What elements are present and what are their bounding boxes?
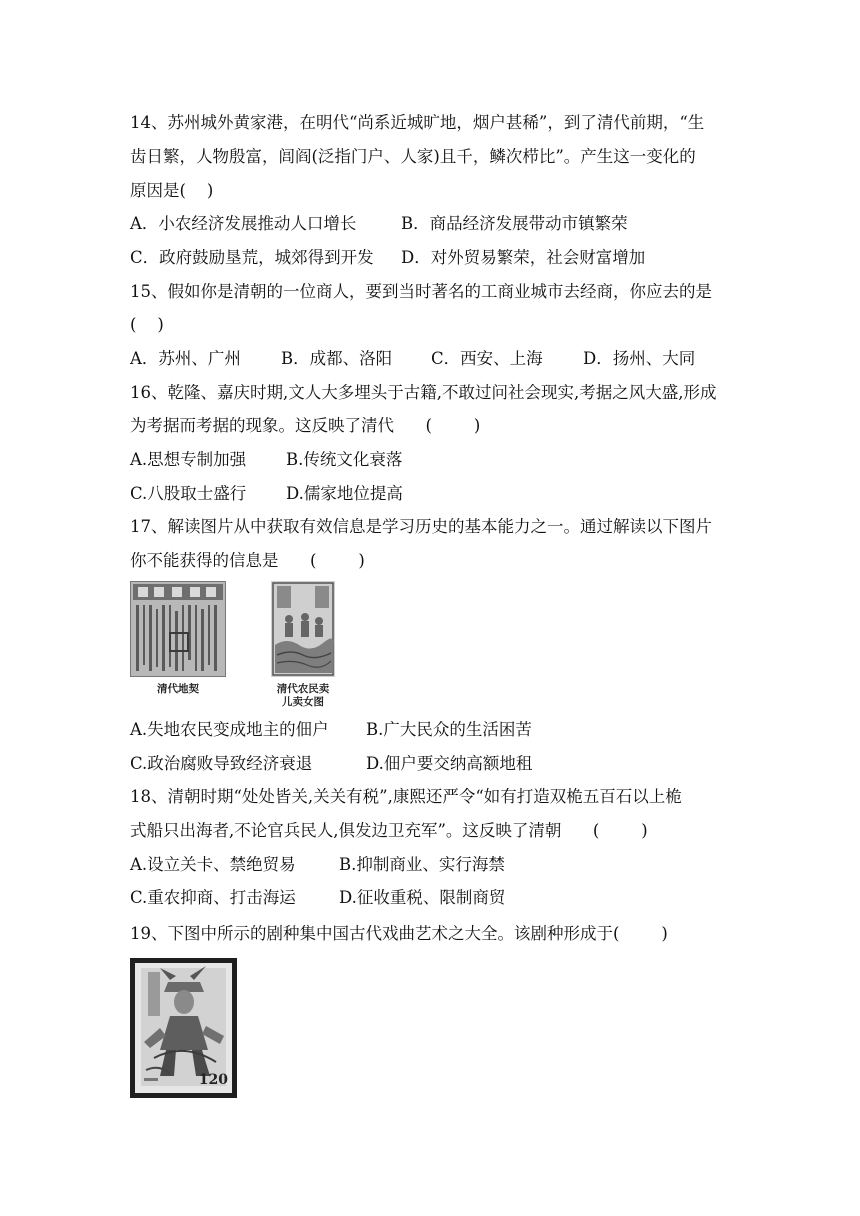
q15-option-a: A．苏州、广州	[130, 349, 241, 368]
q14-option-a: A．小农经济发展推动人口增长	[130, 214, 357, 233]
q16-option-a: A.思想专制加强	[130, 450, 247, 469]
q15-option-d: D．扬州、大同	[583, 349, 696, 368]
peking-opera-stamp-image	[130, 958, 237, 1098]
q15-option-b: B．成都、洛阳	[281, 349, 393, 368]
q16-stem-line2: 为考据而考据的现象。这反映了清代 ( )	[130, 416, 481, 435]
q17-stem-line2: 你不能获得的信息是 ( )	[130, 551, 365, 570]
q14-option-b: B．商品经济发展带动市镇繁荣	[401, 214, 628, 233]
q16-option-d: D.儒家地位提高	[286, 484, 403, 503]
qing-land-deed-caption: 清代地契	[157, 683, 199, 695]
q17-option-b: B.广大民众的生活困苦	[366, 720, 532, 739]
qing-peasants-selling-children-caption-line2: 儿卖女图	[282, 696, 324, 708]
q14-option-d: D．对外贸易繁荣，社会财富增加	[401, 248, 646, 267]
q16-option-b: B.传统文化衰落	[286, 450, 403, 469]
q18-stem-line2: 式船只出海者,不论官兵民人,俱发边卫充军”。这反映了清朝 ( )	[130, 821, 648, 840]
q19-stem-line1: 19、下图中所示的剧种集中国古代戏曲艺术之大全。该剧种形成于( )	[130, 924, 668, 943]
q18-stem-line1: 18、清朝时期“处处皆关,关关有税”,康熙还严令“如有打造双桅五百石以上桅	[130, 787, 682, 806]
q18-option-a: A.设立关卡、禁绝贸易	[130, 855, 296, 874]
q16-option-c: C.八股取士盛行	[130, 484, 247, 503]
q17-option-d: D.佃户要交纳高额地租	[366, 754, 533, 773]
q17-option-c: C.政治腐败导致经济衰退	[130, 754, 313, 773]
q17-option-a: A.失地农民变成地主的佃户	[130, 720, 329, 739]
q15-stem-line1: 15、假如你是清朝的一位商人，要到当时著名的工商业城市去经商，你应去的是	[130, 282, 712, 301]
q15-stem-line2: ( )	[130, 315, 164, 334]
q18-option-b: B.抑制商业、实行海禁	[339, 855, 505, 874]
q14-stem-line1: 14、苏州城外黄家港，在明代“尚系近城旷地，烟户甚稀”，到了清代前期，“生	[130, 113, 705, 132]
qing-peasants-selling-children-caption-line1: 清代农民卖	[276, 683, 330, 695]
qing-peasants-selling-children-image	[271, 581, 335, 677]
q14-option-c: C．政府鼓励垦荒，城郊得到开发	[130, 248, 374, 267]
q15-option-c: C．西安、上海	[431, 349, 543, 368]
q18-option-c: C.重农抑商、打击海运	[130, 888, 296, 907]
q14-stem-line3: 原因是( )	[130, 181, 214, 200]
q18-option-d: D.征收重税、限制商贸	[339, 888, 506, 907]
q16-stem-line1: 16、乾隆、嘉庆时期,文人大多埋头于古籍,不敢过问社会现实,考据之风大盛,形成	[130, 383, 717, 402]
qing-land-deed-image	[130, 581, 226, 677]
q14-stem-line2: 齿日繁，人物殷富，闾阎(泛指门户、人家)且千，鳞次栉比”。产生这一变化的	[130, 147, 696, 166]
q17-stem-line1: 17、解读图片从中获取有效信息是学习历史的基本能力之一。通过解读以下图片	[130, 517, 712, 536]
stamp-value-text: 120	[198, 1072, 228, 1088]
